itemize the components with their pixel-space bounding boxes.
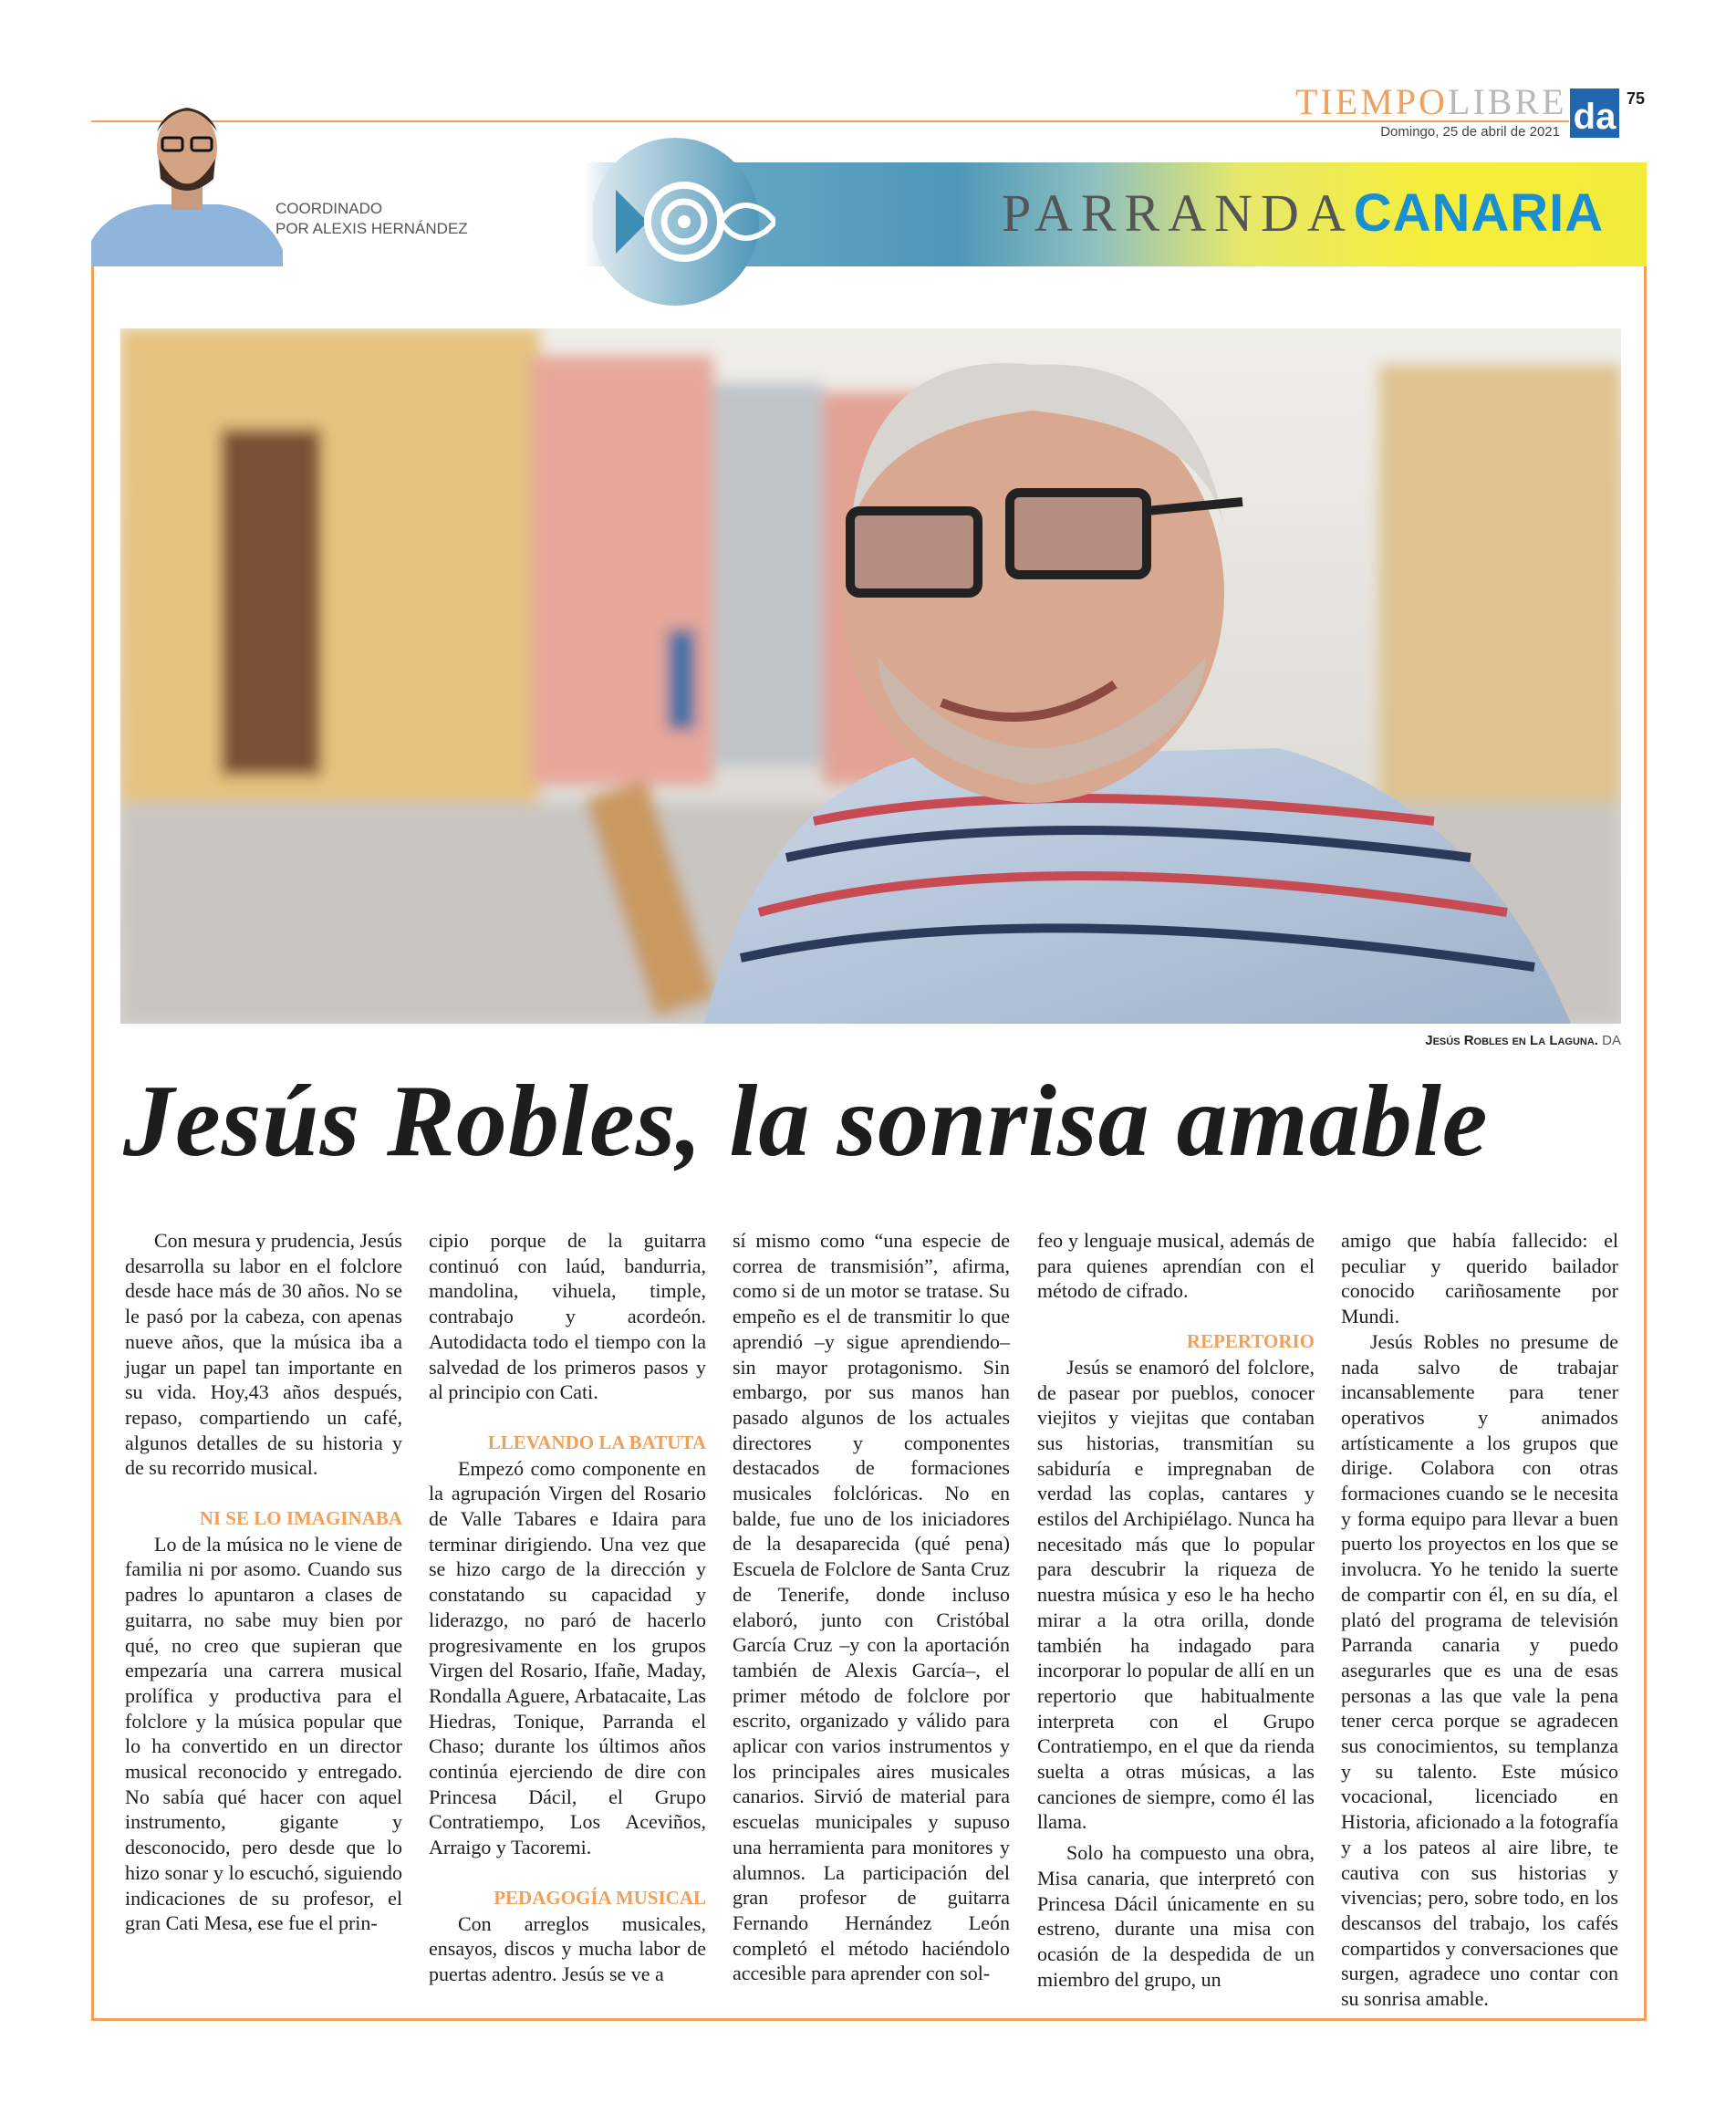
coordinator-photo <box>91 95 283 266</box>
photo-caption <box>1186 1033 1621 1048</box>
article-paragraph: cipio porque de la guitarra continuó con laúd, bandurria, mandolina, vihuela, timple, contrabajo y acordeón. Autodidacta todo el tiempo con la salvedad de los primeros pasos y al principio con Cati. <box>429 1229 706 1404</box>
article-paragraph: amigo que había fallecido: el peculiar y querido bailador conocido cariñosamente por Mundi. <box>1341 1229 1618 1328</box>
article-column-2 <box>429 1228 706 1987</box>
article-paragraph: Con mesura y prudencia, Jesús desarrolla su labor en el folclore desde hace más de 30 años. No se le pasó por la cabeza, con apenas nueve años, que la música iba a jugar un papel tan importante en su vida. Hoy,43 años después, repaso, compartiendo un café, algunos detalles de su historia y de su recorrido musical. <box>125 1229 402 1480</box>
article-paragraph: Jesús se enamoró del folclore, de pasear por pueblos, conocer viejitos y viejitas que contaban sus historias, transmitían su sabiduría e impregnaban de verdad las coplas, cantares y estilos del Archipiélago. Nunca ha necesitado más que lo popular para descubrir la riqueza de nuestra música y eso le ha hecho mirar a la otra orilla, donde también ha indagado para incorporar lo popular de allí en un repertorio que habitualmente interpreta con el Grupo Contratiempo, en el que da rienda suelta a otras músicas, a las canciones de siempre, como él las llama. <box>1037 1355 1315 1834</box>
article-paragraph: Empezó como componente en la agrupación Virgen del Rosario de Valle Tabares e Idaira para terminar dirigiendo. Una vez que se hizo cargo de la dirección y constatando su capacidad y liderazgo, no paró de hacerlo progresivamente en los grupos Virgen del Rosario, Ifañe, Maday, Rondalla Aguere, Arbatacaite, Las Hiedras, Tonique, Parranda el Chaso; durante los últimos años continúa ejerciendo de dire con Princesa Dácil, el Grupo Contratiempo, Los Aceviños, Arraigo y Tacoremi. <box>429 1456 706 1859</box>
section-title-a: TIEMPO <box>1295 81 1448 122</box>
article-paragraph: feo y lenguaje musical, además de para quienes aprendían con el método de cifrado. <box>1037 1229 1315 1303</box>
section-subheading: REPERTORIO <box>1186 1330 1315 1353</box>
article-column-3 <box>733 1228 1010 1986</box>
section-subheading: LLEVANDO LA BATUTA <box>487 1431 706 1453</box>
article-paragraph: Jesús Robles no presume de nada salvo de trabajar incansablemente para tener operativos y animados artísticamente a los grupos que dirige. Colabora con otras formaciones cuando se le necesita y forma equipo para llevar a buen puerto los proyectos en los que se involucra. Yo he tenido la suerte de compartir con él, en su día, el plató del programa de televisión Parranda canaria y puedo asegurarles que es una de esas personas a las que vale la pena tener cerca porque se agradecen sus conocimientos, su templanza y su talento. Este músico vocacional, licenciado en Historia, aficionado a la fotografía y a los pateos al aire libre, te cautiva con sus historias y vivencias; pero, sobre todo, en los descansos del trabajo, los cafés compartidos y conversaciones que surgen, agradece uno contar con su sonrisa amable. <box>1341 1329 1618 2011</box>
article-photo <box>120 328 1621 1024</box>
article-headline: Jesús Robles, la sonrisa amable <box>123 1065 1489 1178</box>
section-subheading: NI SE LO IMAGINABA <box>199 1507 402 1530</box>
section-title <box>1295 81 1567 122</box>
article-paragraph: Lo de la música no le viene de familia ni por asomo. Cuando sus padres lo apuntaron a clases de guitarra, no sabe muy bien por qué, no creo que supieran que empezaría una carrera musical prolífica y productiva para el folclore y la música popular que lo ha convertido en un director musical reconocido y entregado. No sabía qué hacer con aquel instrumento, gigante y desconocido, pero desde que lo hizo sonar y lo escuchó, siguiendo indicaciones de su profesor, el gran Cati Mesa, ese fue el prin- <box>125 1532 402 1935</box>
article-paragraph: sí mismo como “una especie de correa de transmisión”, afirma, como si de un motor se tratase. Su empeño es el de transmitir lo que aprendió –y sigue aprendiendo– sin mayor protagonismo. Sin embargo, por sus manos han pasado algunos de los actuales directores y componentes destacados de formaciones musicales folclóricas. No en balde, fue uno de los iniciadores de la desaparecida (qué pena) Escuela de Folclore de Santa Cruz de Tenerife, donde incluso elaboró, junto con Cristóbal García Cruz –y con la aportación también de Alexis García–, el primer método de folclore por escrito, organizado y válido para aplicar con varios instrumentos y los principales aires musicales canarios. Sirvió de material para escuelas municipales y supuso una herramienta para monitores y alumnos. La participación del gran profesor de guitarra Fernando Hernández León completó el método haciéndolo accesible para aprender con sol- <box>733 1229 1010 1985</box>
page-number: 75 <box>1627 89 1646 108</box>
photo-credit: DA <box>1597 1033 1621 1048</box>
section-subheading: PEDAGOGÍA MUSICAL <box>494 1886 706 1909</box>
caption-text: Jesús Robles en La Laguna. <box>1425 1033 1598 1048</box>
coordinator-credit <box>275 199 468 239</box>
coordinator-label: COORDINADO <box>275 200 383 217</box>
section-banner-title <box>1002 183 1605 243</box>
banner-title-b: CANARIA <box>1353 183 1605 243</box>
coordinator-name: POR ALEXIS HERNÁNDEZ <box>275 220 468 237</box>
article-column-5 <box>1341 1228 1618 2012</box>
section-title-b: LIBRE <box>1447 81 1567 122</box>
issue-date: Domingo, 25 de abril de 2021 <box>1380 124 1560 140</box>
banner-title-a: PARRANDA <box>1002 183 1354 243</box>
article-paragraph: Solo ha compuesto una obra, Misa canaria, que interpretó con Princesa Dácil únicamente en su estreno, durante una misa con ocasión de la despedida de un miembro del grupo, un <box>1037 1841 1315 1991</box>
article-paragraph: Con arreglos musicales, ensayos, discos y mucha labor de puertas adentro. Jesús se ve a <box>429 1911 706 1985</box>
article-column-4 <box>1037 1228 1315 1992</box>
article-column-1 <box>125 1228 402 1936</box>
newspaper-logo: da <box>1570 88 1619 138</box>
